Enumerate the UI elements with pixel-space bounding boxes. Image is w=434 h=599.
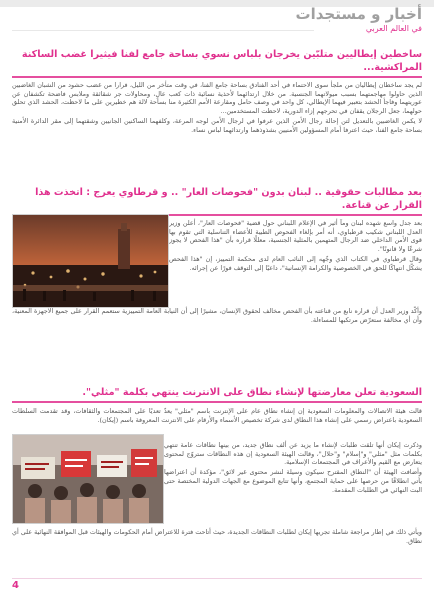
article-marrakech — [12, 48, 422, 135]
article-title: السعودية تعلن معارضتها لإنشاء نطاق على الانترنت ينتهي بكلمة "مثلي". — [82, 387, 422, 398]
article-paragraph: لم يجد ساخطان إيطاليان من ملجأ سوى الاحتماء في أحد الفنادق بساحة جامع الفنا، في وقت متأخر من الليل، فرارا من غضب حشود من الشبان الغاضبين الذين حاولوا مهاجمتهما بسبب ميولاتهما الجنسية. من خلال ارتدائهما لأحذية نسائية ذات كعب عالٍ، ومحاولات جر شقائقة وملابس فاضحة تكشفان عن عوريتهما وفاجأ الحشد بتعبير فيهما الإيطالي، كل واحد في وصف حامل ومقارعة الأمم الكثيرة منا بساحة لالة هم خطيرين على ما لاحظت، الحشد الذي تحلق حولهما، جعل الرجلان يقفان في تحرجهم إزاء الدورية، لاحظت المستخدمين... — [12, 81, 422, 116]
footer-divider — [12, 578, 422, 579]
article-paragraph: وأضافت الهيئة أن "النطاق المقترح سيكون وسيلة لنشر محتوى غير لائق"، مؤكدة أن اعتراضها يأتي انطلاقًا من حرصها على حماية المجتمع، وأنها تتابع الموضوع مع الجهات الدولية المختصة حتى البت النهائي في الطلبات المقدمة. — [164, 468, 422, 494]
photo-marrakech-square — [12, 214, 169, 308]
section-brand — [296, 6, 422, 34]
page-header — [0, 0, 434, 36]
title-underline — [12, 76, 422, 78]
article-paragraph: وأكّد وزير العدل أن قراره نابع من قناعته بأن الفحص مخالف لحقوق الإنسان، مشيرًا إلى أن النيابة العامة التمييزية ستعمم القرار على جميع الأجهزة المعنية، وأن أي مخالفة ستعرّض مرتكبها للمساءلة. — [12, 307, 422, 324]
section-title: أخبار و مستجدات — [295, 5, 422, 23]
article-title: ساخطين إيطاليين متلبّين يخرجان بلباس نسوي بساحة جامع لفنا فيثيرا غضب الساكنة المراكشية... — [21, 49, 422, 73]
article-lebanon — [12, 186, 422, 216]
article-lebanon-body — [169, 216, 422, 273]
article-saudi — [12, 386, 422, 403]
article-paragraph: لا يكمن الغاضبين بالتعديل لتن إحالة رجال الأمن الذين عرفوا في لرجال الأمن لوجه المرعة، وكلفهما الساكنين الجانيين وشقتهما إلى مقر الدائرة الأمنية بساحة جامع الفنا، حيث اعترفا أمام المسؤولين الأمنيين بشذوذهما وارتدائهما لباس نساء. — [12, 116, 422, 134]
title-underline — [12, 401, 422, 403]
section-subtitle: في العالم العربي — [365, 24, 422, 33]
article-paragraph: وذكرت إيكان أنها تلقت طلبات لإنشاء ما يزيد عن ألف نطاق جديد، من بينها نطاقات عامة تنتهي بكلمات مثل "مثلي" و"إسلام" و"حلال"، وقالت الهيئة السعودية إن هذه النطاقات ستروّج لمحتوى يتعارض مع القيم والأعراف في المجتمعات الإسلامية. — [164, 441, 422, 467]
article-body — [12, 81, 422, 134]
article-paragraph: وقال قرطباوي في الكتاب الذي وجّهه إلى النائب العام لدى محكمة التمييز، إن "هذا الفحص يشكّل انتهاكًا للحق في الخصوصية والكرامة الإنسانية"، داعيًا إلى التوقف فورًا عن إجرائه. — [169, 254, 422, 272]
article-paragraph: بعد جدل واسع شهده لبنان ومآ أثير في الإعلام اللبناني حول قضية "فحوصات العار"، أعلن وزير العدل اللبناني شكيب قرطباوي، أنه أمر بإلغاء الفحوص الطبية للأعضاء التناسلية التي تقوم بها قوى الأمن الداخلي ضد الرجال المتهمين بالمثلية الجنسية، معللًا قراره بأن "هذا الفحص لا يجوز شرعًا ولا قانونًا". — [169, 219, 422, 254]
article-paragraph: ويأتي ذلك في إطار مراجعة شاملة تجريها إيكان لطلبات النطاقات الجديدة، حيث أتاحت فترة للاعتراض أمام الحكومات والهيئات قبل الموافقة النهائية على أي نطاق. — [12, 528, 422, 545]
article-paragraph: قالت هيئة الاتصالات والمعلومات السعودية إن إنشاء نطاق عام على الإنترنت باسم "مثلي" يعدّ تعديًا على المجتمعات والثقافات، وقد تقدمت السلطات السعودية باعتراض رسمي على إنشاء هذا النطاق لدى شركة تخصيص الأسماء والأرقام على الانترنت المعروفة باسم (إيكان). — [12, 407, 422, 424]
header-divider — [12, 30, 314, 31]
article-title: بعد مطالبات حقوقية .. لبنان بدون "فحوصات العار" .. و قرطاوي يعرج : اتخذت هذا القرار عن قناعة. — [35, 187, 422, 211]
article-saudi-body-top — [12, 404, 422, 425]
page-number: 4 — [12, 580, 19, 591]
article-saudi-body — [164, 438, 422, 495]
article-saudi-body-bottom — [12, 525, 422, 546]
photo-protest — [12, 434, 164, 524]
